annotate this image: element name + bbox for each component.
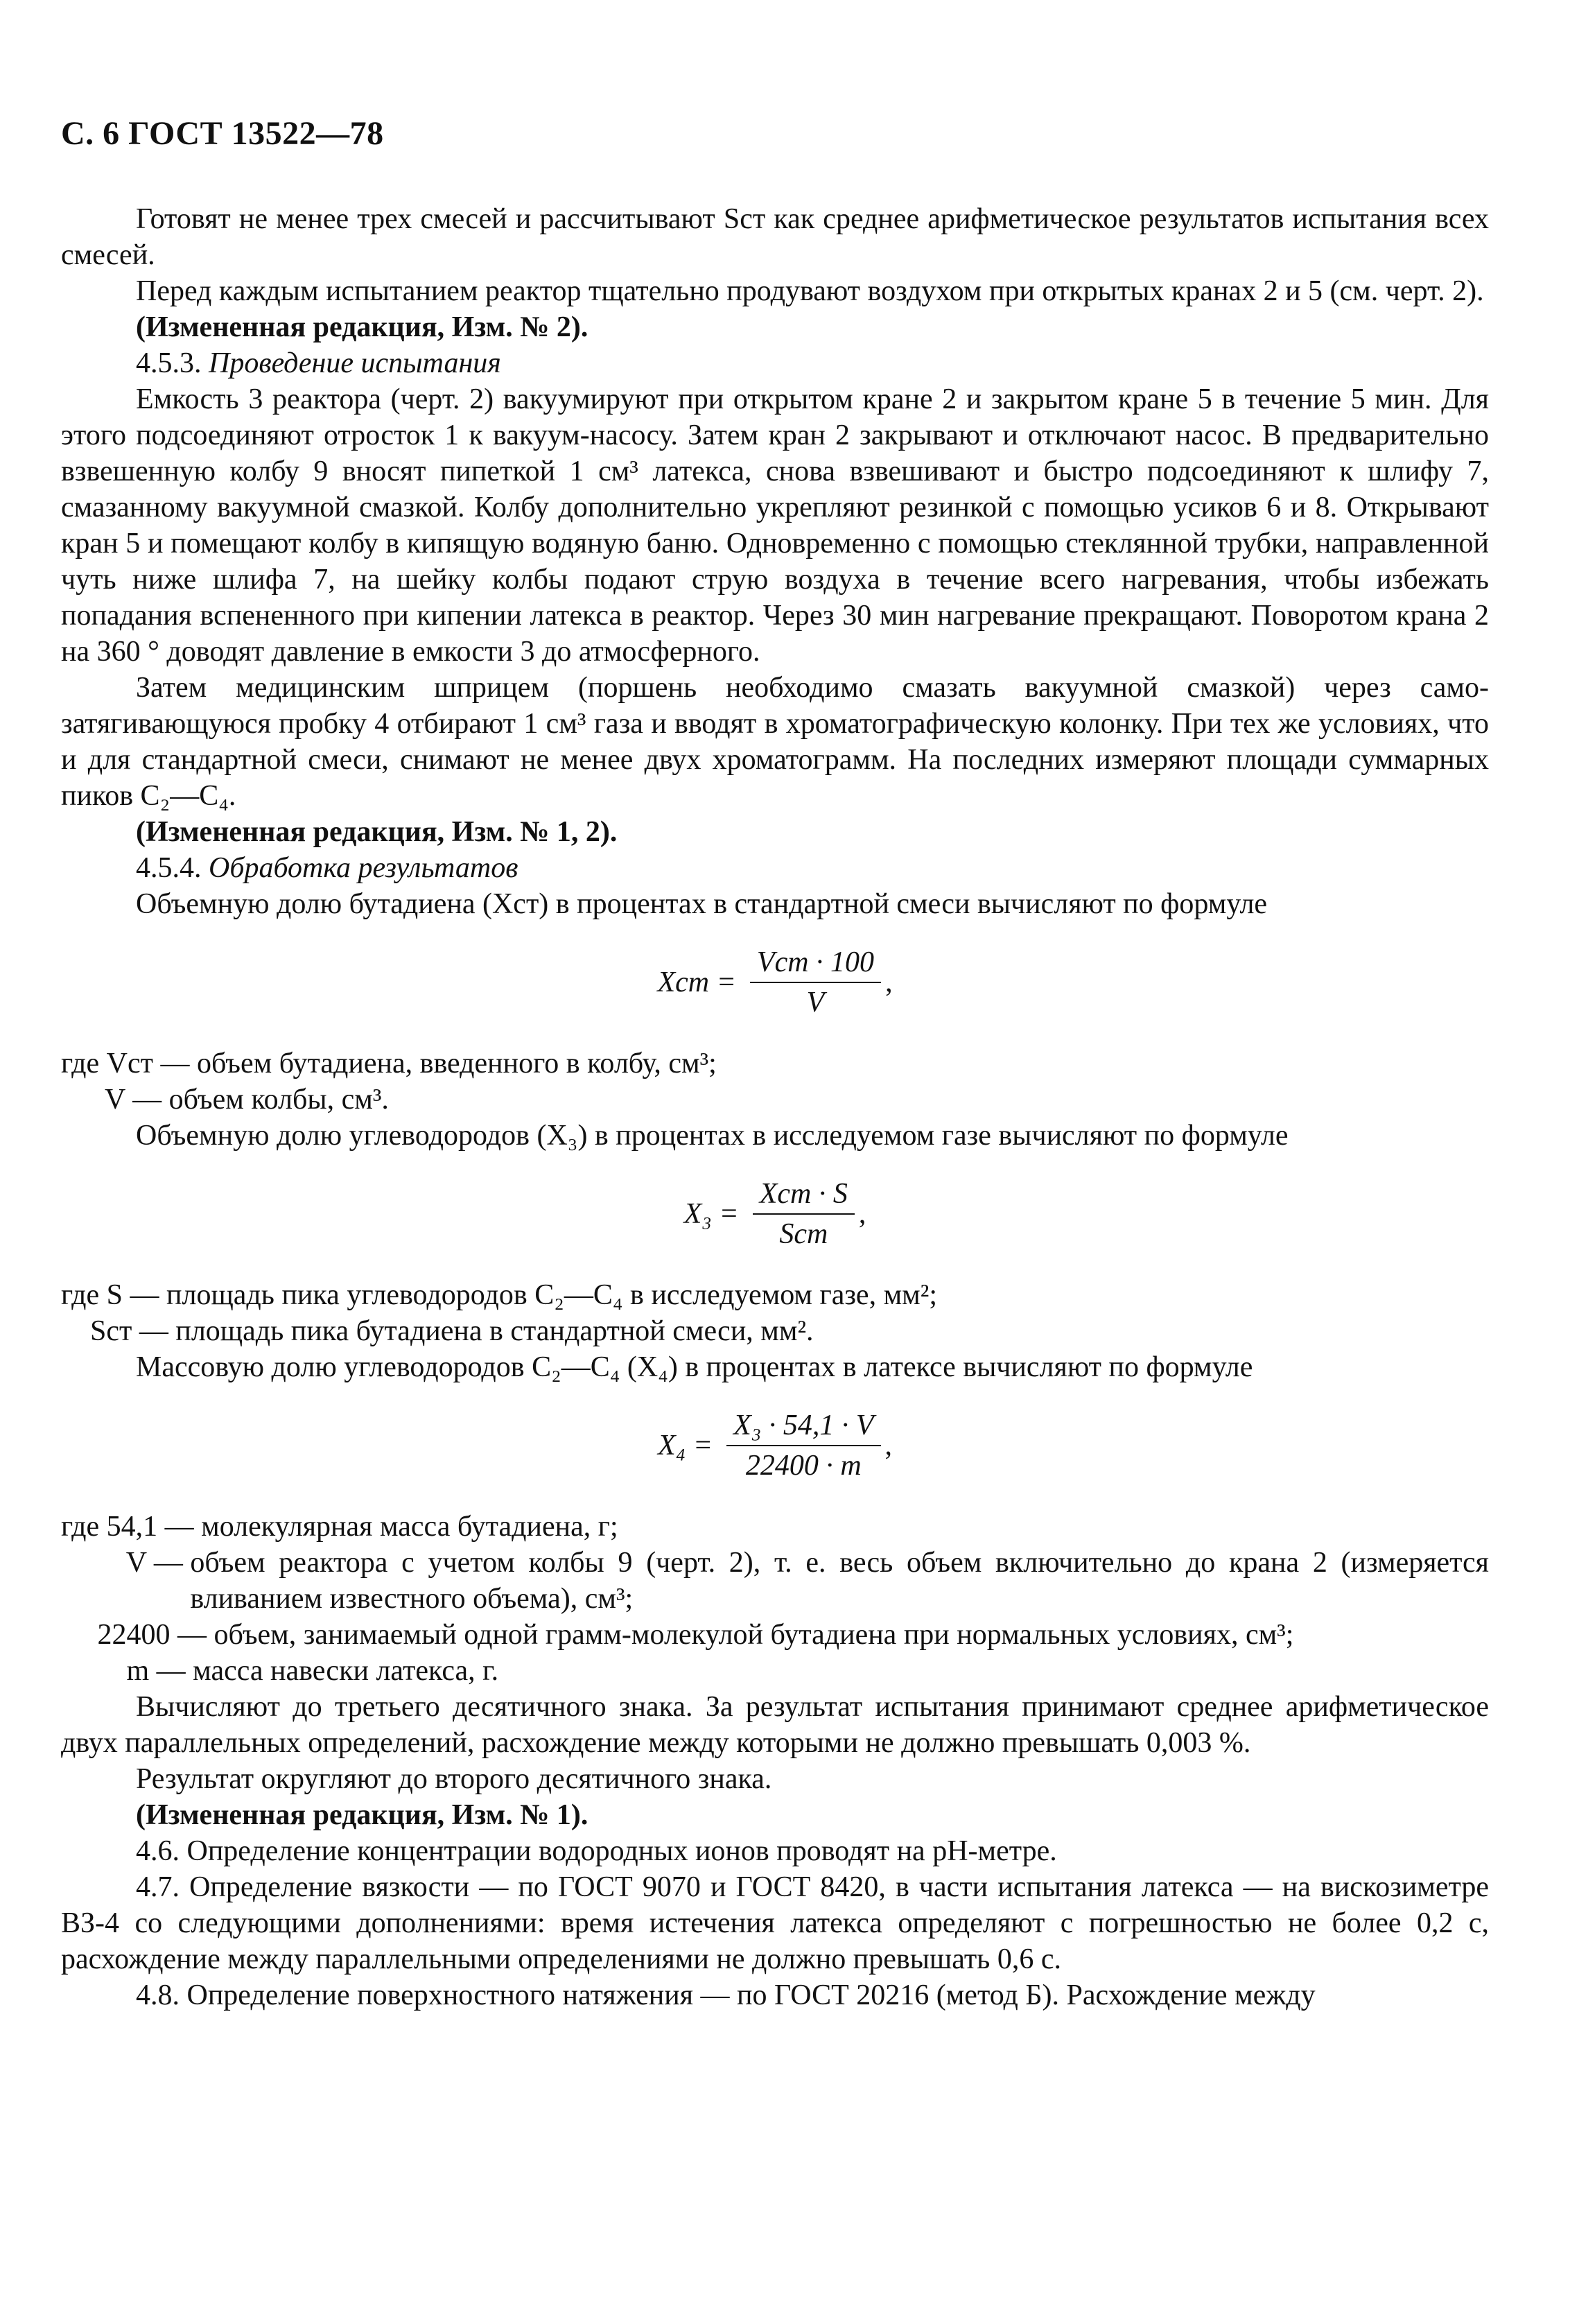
- paragraph: Затем медицинским шприцем (поршень необходимо смазать вакуумной смазкой) через само-затягивающуюся пробку 4 отбирают 1 см³ газа и вводят в хроматографическую колонку. При тех же условиях, что и для стандартной смеси, снимают не менее двух хроматограмм. На последних измеряют площади суммарных пиков С₂—С₄.: [61, 672, 1489, 812]
- legend-row: [61, 1046, 1489, 1082]
- legend-row: [61, 1277, 1489, 1313]
- legend-text: Vст — объем бутадиена, введенного в колбу, см³;: [106, 1048, 717, 1079]
- legend-text: объем реактора с учетом колбы 9 (черт. 2), т. е. весь объем включительно до крана 2 (измеряется вливанием известного объема), см³;: [190, 1547, 1489, 1615]
- paragraph: Емкость 3 реактора (черт. 2) вакуумируют при открытом кране 2 и закрытом кране 5 в течение 5 мин. Для этого подсоединяют отросток 1 к вакуум-насосу. Затем кран 2 закрывают и отключают насос. В предварительно взвешенную колбу 9 вносят пипеткой 1 см³ латекса, снова взвешивают и быстро подсоединяют к шлифу 7, смазанному вакуумной смазкой. Колбу дополнительно укрепляют резинкой с помощью усиков 6 и 8. Открывают кран 5 и помещают колбу в кипящую водяную баню. Одновременно с помощью стеклянной трубки, направленной чуть ниже шлифа 7, на шейку колбы подают струю воздуха в течение всего нагревания, чтобы избежать попадания вспененного при кипении латекса в реактор. Через 30 мин нагревание прекращают. Поворотом крана 2 на 360 ° доводят давление в емкости 3 до атмосферного.: [61, 383, 1489, 668]
- amendment-note: (Измененная редакция, Изм. № 1).: [136, 1799, 588, 1831]
- variable-legend: [61, 1509, 1489, 1689]
- legend-label: [61, 1313, 90, 1349]
- variable-legend: [61, 1277, 1489, 1349]
- formula-tail: ,: [858, 1198, 866, 1230]
- paragraph: 4.6. Определение концентрации водородных ионов проводят на рН-метре.: [136, 1835, 1057, 1867]
- legend-text: масса навески латекса, г.: [193, 1655, 499, 1687]
- legend-label: V —: [61, 1547, 191, 1579]
- legend-label: [61, 1082, 105, 1118]
- formula-numerator: Vст · 100: [750, 946, 881, 983]
- paragraph: Объемную долю углеводородов (X₃) в процентах в исследуемом газе вычисляют по формуле: [136, 1120, 1289, 1152]
- legend-row: [61, 1313, 1489, 1349]
- formula-denominator: V: [806, 987, 825, 1018]
- section-title: Проведение испытания: [209, 347, 501, 379]
- formula-tail: ,: [884, 1430, 893, 1462]
- formula-xst: [61, 946, 1489, 1019]
- formula-tail: ,: [885, 966, 893, 998]
- formula-fraction: [753, 1177, 855, 1251]
- formula-numerator: Xст · S: [753, 1177, 855, 1215]
- amendment-note: (Измененная редакция, Изм. № 2).: [136, 311, 588, 343]
- legend-row: [61, 1653, 1489, 1689]
- paragraph: Перед каждым испытанием реактор тщательно продувают воздухом при открытых кранах 2 и 5 (см. черт. 2).: [136, 275, 1484, 307]
- formula-x4: [61, 1409, 1489, 1482]
- formula-fraction: [726, 1409, 880, 1482]
- paragraph: Массовую долю углеводородов С₂—С₄ (X₄) в процентах в латексе вычисляют по формуле: [136, 1351, 1253, 1383]
- paragraph: Вычисляют до третьего десятичного знака. За результат испытания принимают среднее арифметическое двух параллельных определений, расхождение между которыми не должно превышать 0,003 %.: [61, 1691, 1489, 1759]
- legend-text: Sст — площадь пика бутадиена в стандартной смеси, мм².: [90, 1315, 814, 1347]
- legend-label: где 54,1 —: [61, 1511, 202, 1543]
- page-header: С. 6 ГОСТ 13522—78: [61, 115, 384, 152]
- legend-label: 22400 —: [61, 1619, 214, 1651]
- legend-row: [61, 1545, 1489, 1617]
- section-number: 4.5.4.: [136, 852, 202, 884]
- legend-row: [61, 1509, 1489, 1545]
- section-number: 4.5.3.: [136, 347, 202, 379]
- legend-text: молекулярная масса бутадиена, г;: [201, 1511, 618, 1543]
- formula-denominator: Sст: [779, 1218, 828, 1250]
- section-title: Обработка результатов: [209, 852, 518, 884]
- paragraph: 4.8. Определение поверхностного натяжения — по ГОСТ 20216 (метод Б). Расхождение между: [136, 1979, 1316, 2011]
- legend-text: V — объем колбы, см³.: [105, 1084, 389, 1116]
- legend-row: [61, 1617, 1489, 1653]
- formula-lhs: Xст =: [657, 966, 736, 998]
- legend-label: где: [61, 1279, 107, 1311]
- legend-text: S — площадь пика углеводородов C₂—C₄ в исследуемом газе, мм²;: [106, 1279, 937, 1311]
- formula-fraction: [750, 946, 881, 1019]
- formula-lhs: X₃ =: [683, 1198, 739, 1230]
- paragraph: Результат округляют до второго десятичного знака.: [136, 1763, 772, 1795]
- section-heading: [61, 345, 1489, 381]
- legend-row: [61, 1082, 1489, 1118]
- amendment-note: (Измененная редакция, Изм. № 1, 2).: [136, 816, 618, 848]
- legend-label: m —: [61, 1655, 193, 1687]
- paragraph: Объемную долю бутадиена (Xст) в процентах в стандартной смеси вычисляют по формуле: [136, 888, 1268, 920]
- formula-lhs: X₄ =: [657, 1430, 713, 1462]
- paragraph: 4.7. Определение вязкости — по ГОСТ 9070 и ГОСТ 8420, в части испытания латекса — на вискозиметре ВЗ-4 со следующими дополнениями: время истечения латекса определяют с погрешностью не более 0,2 с, расхождение между параллельными определениями не должно превышать 0,6 с.: [61, 1871, 1489, 1975]
- formula-x3: [61, 1177, 1489, 1251]
- variable-legend: [61, 1046, 1489, 1118]
- paragraph: Готовят не менее трех смесей и рассчитывают Sст как среднее арифметическое результатов испытания всех смесей.: [61, 203, 1489, 271]
- formula-denominator: 22400 · m: [745, 1450, 862, 1482]
- document-page: [61, 114, 1489, 2013]
- legend-label: где: [61, 1048, 107, 1079]
- legend-text: объем, занимаемый одной грамм-молекулой бутадиена при нормальных условиях, см³;: [213, 1619, 1294, 1651]
- formula-numerator: X₃ · 54,1 · V: [726, 1409, 880, 1446]
- section-heading: [61, 850, 1489, 886]
